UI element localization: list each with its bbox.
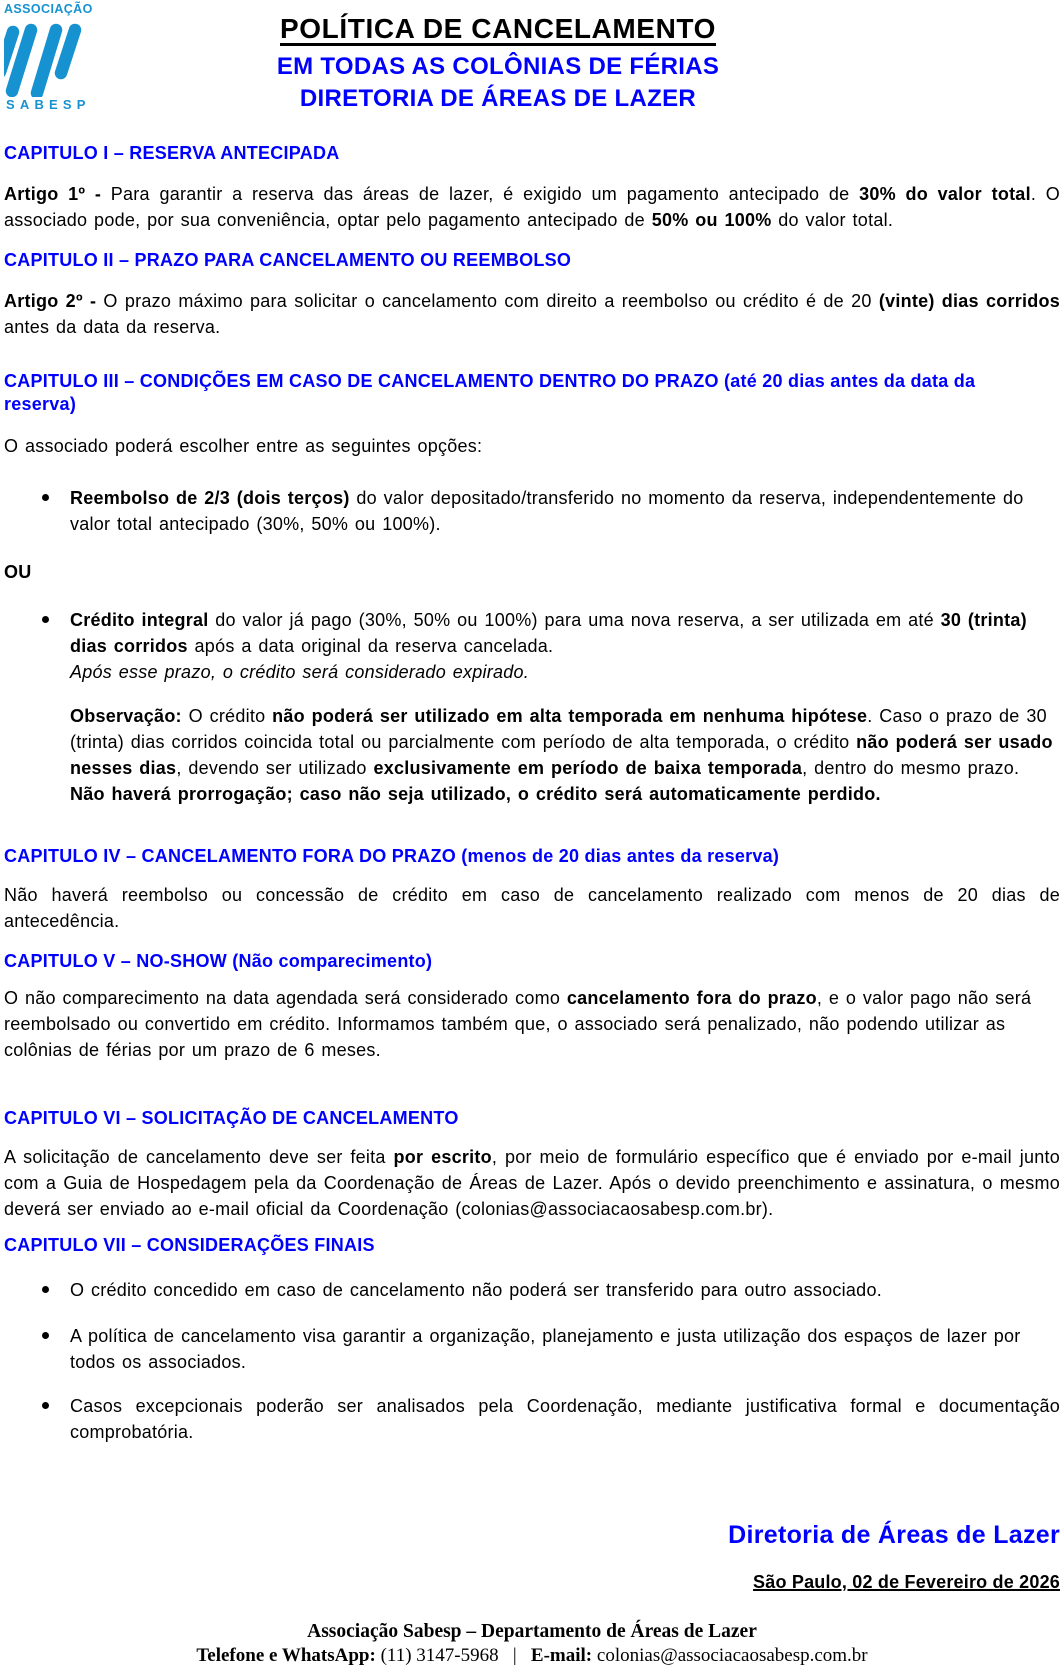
chapter-3-bullet-credito: Crédito integral do valor já pago (30%, 50% ou 100%) para uma nova reserva, a ser utilizada em até 30 (trinta) dias corridos após a data original da reserva cancelada. Após esse prazo, o crédito será considerado expirado. (4, 607, 1060, 685)
chapter-7-bullet-2: A política de cancelamento visa garantir a organização, planejamento e justa utilização dos espaços de lazer por todos os associados. (4, 1323, 1060, 1375)
chapter-1-heading: CAPITULO I – RESERVA ANTECIPADA (4, 143, 340, 163)
chapter-3-heading: CAPITULO III – CONDIÇÕES EM CASO DE CANCELAMENTO DENTRO DO PRAZO (até 20 dias antes da data da reserva) (4, 371, 976, 414)
chapter-2-paragraph: Artigo 2º - O prazo máximo para solicitar o cancelamento com direito a reembolso ou crédito é de 20 (vinte) dias corridos antes da data da reserva. (4, 291, 1060, 337)
chapter-7-bullet-1: O crédito concedido em caso de cancelamento não poderá ser transferido para outro associado. (4, 1277, 1060, 1303)
document-header (4, 0, 1060, 116)
chapter-3-observation: Observação: O crédito não poderá ser utilizado em alta temporada em nenhuma hipótese. Caso o prazo de 30 (trinta) dias corridos coincida total ou parcialmente com período de alta temporada, o crédito não poderá ser usado nesses dias, devendo ser utilizado exclusivamente em período de baixa temporada, dentro do mesmo prazo. Não haverá prorrogação; caso não seja utilizado, o crédito será automaticamente perdido. (70, 706, 1053, 804)
signature-line: Diretoria de Áreas de Lazer (728, 1521, 1060, 1549)
date-line: São Paulo, 02 de Fevereiro de 2026 (753, 1572, 1060, 1592)
footer-org-line: Associação Sabesp – Departamento de Áreas de Lazer (307, 1621, 757, 1642)
section-capitulo-6 (4, 1107, 1060, 1222)
document-closing (4, 1520, 1060, 1668)
chapter-7-heading: CAPITULO VII – CONSIDERAÇÕES FINAIS (4, 1235, 375, 1255)
section-capitulo-4 (4, 845, 1060, 934)
logo-associacao-text: ASSOCIAÇÃO (4, 2, 93, 16)
section-capitulo-7 (4, 1234, 1060, 1445)
section-capitulo-5 (4, 950, 1060, 1063)
chapter-2-heading: CAPITULO II – PRAZO PARA CANCELAMENTO OU REEMBOLSO (4, 250, 572, 270)
document-title: POLÍTICA DE CANCELAMENTO (280, 13, 716, 44)
chapter-7-bullet-3: Casos excepcionais poderão ser analisados pela Coordenação, mediante justificativa formal e documentação comprobatória. (4, 1393, 1060, 1445)
chapter-6-heading: CAPITULO VI – SOLICITAÇÃO DE CANCELAMENTO (4, 1108, 459, 1128)
chapter-4-paragraph: Não haverá reembolso ou concessão de crédito em caso de cancelamento realizado com menos de 20 dias de antecedência. (4, 885, 1060, 931)
document-body (4, 142, 1060, 1445)
document-subtitle-1: EM TODAS AS COLÔNIAS DE FÉRIAS (276, 53, 720, 80)
chapter-6-paragraph: A solicitação de cancelamento deve ser feita por escrito, por meio de formulário específico que é enviado por e-mail junto com a Guia de Hospedagem pela da Coordenação de Áreas de Lazer. Após o devido preenchimento e assinatura, o mesmo deverá ser enviado ao e-mail oficial da Coordenação (colonias@associacaosabesp.com.br). (4, 1147, 1060, 1219)
title-block (0, 0, 1026, 114)
document-footer (4, 1620, 1060, 1668)
chapter-4-heading: CAPITULO IV – CANCELAMENTO FORA DO PRAZO (menos de 20 dias antes da reserva) (4, 846, 780, 866)
section-capitulo-2 (4, 249, 1060, 340)
chapter-1-paragraph: Artigo 1º - Para garantir a reserva das áreas de lazer, é exigido um pagamento antecipado de 30% do valor total. O associado pode, por sua conveniência, optar pelo pagamento antecipado de 50% ou 100% do valor total. (4, 184, 1060, 230)
document-subtitle-2: DIRETORIA DE ÁREAS DE LAZER (299, 85, 697, 112)
logo-sabesp-text: SABESP (6, 97, 91, 112)
chapter-5-paragraph: O não comparecimento na data agendada será considerado como cancelamento fora do prazo, e o valor pago não será reembolsado ou convertido em crédito. Informamos também que, o associado será penalizado, não podendo utilizar as colônias de férias por um prazo de 6 meses. (4, 988, 1032, 1060)
section-capitulo-1 (4, 142, 1060, 233)
chapter-3-bullet-reembolso: Reembolso de 2/3 (dois terços) do valor depositado/transferido no momento da reserva, independentemente do valor total antecipado (30%, 50% ou 100%). (4, 485, 1060, 537)
chapter-3-intro: O associado poderá escolher entre as seguintes opções: (4, 436, 483, 456)
footer-contact-line: Telefone e WhatsApp: (11) 3147-5968 | E-mail: colonias@associacaosabesp.com.br (196, 1645, 868, 1666)
chapter-3-or-label: OU (4, 562, 32, 582)
section-capitulo-3 (4, 370, 1060, 807)
chapter-5-heading: CAPITULO V – NO-SHOW (Não comparecimento) (4, 951, 433, 971)
